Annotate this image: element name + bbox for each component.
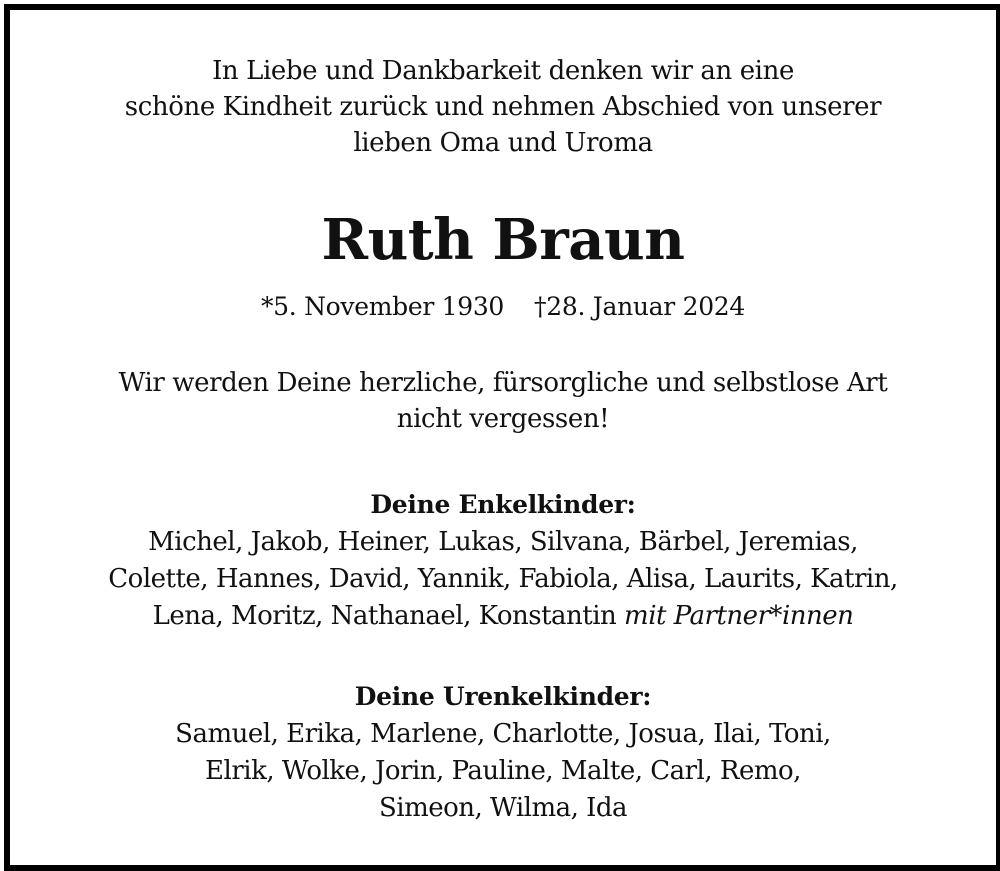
quote-line-2: nicht vergessen! xyxy=(396,404,610,434)
grandchildren-line-1: Michel, Jakob, Heiner, Lukas, Silvana, Bärbel, Jeremias, xyxy=(148,527,858,557)
obituary-notice xyxy=(4,4,1000,871)
birth-date: *5. November 1930 xyxy=(260,292,505,321)
great-grandchildren-line-2: Elrik, Wolke, Jorin, Pauline, Malte, Carl, Remo, xyxy=(205,756,801,786)
notice-content xyxy=(10,10,996,865)
grandchildren-heading: Deine Enkelkinder: xyxy=(370,490,636,519)
grandchildren-line-3-names: Lena, Moritz, Nathanael, Konstantin xyxy=(152,601,617,631)
great-grandchildren-line-3: Simeon, Wilma, Ida xyxy=(378,793,628,823)
grandchildren-line-3 xyxy=(10,598,996,634)
intro-line-2: schöne Kindheit zurück und nehmen Abschied von unserer xyxy=(124,92,882,122)
intro-line-3: lieben Oma und Uroma xyxy=(353,128,653,158)
quote-line-1: Wir werden Deine herzliche, fürsorgliche und selbstlose Art xyxy=(118,368,888,398)
death-date: †28. Januar 2024 xyxy=(534,292,746,321)
grandchildren-partners-note: mit Partner*innen xyxy=(624,601,854,631)
great-grandchildren-heading: Deine Urenkelkinder: xyxy=(354,682,652,711)
grandchildren-line-2: Colette, Hannes, David, Yannik, Fabiola, Alisa, Laurits, Katrin, xyxy=(108,564,898,594)
great-grandchildren-line-1: Samuel, Erika, Marlene, Charlotte, Josua, Ilai, Toni, xyxy=(175,719,831,749)
deceased-name: Ruth Braun xyxy=(321,207,685,273)
life-dates xyxy=(10,292,996,322)
intro-line-1: In Liebe und Dankbarkeit denken wir an eine xyxy=(212,56,794,86)
